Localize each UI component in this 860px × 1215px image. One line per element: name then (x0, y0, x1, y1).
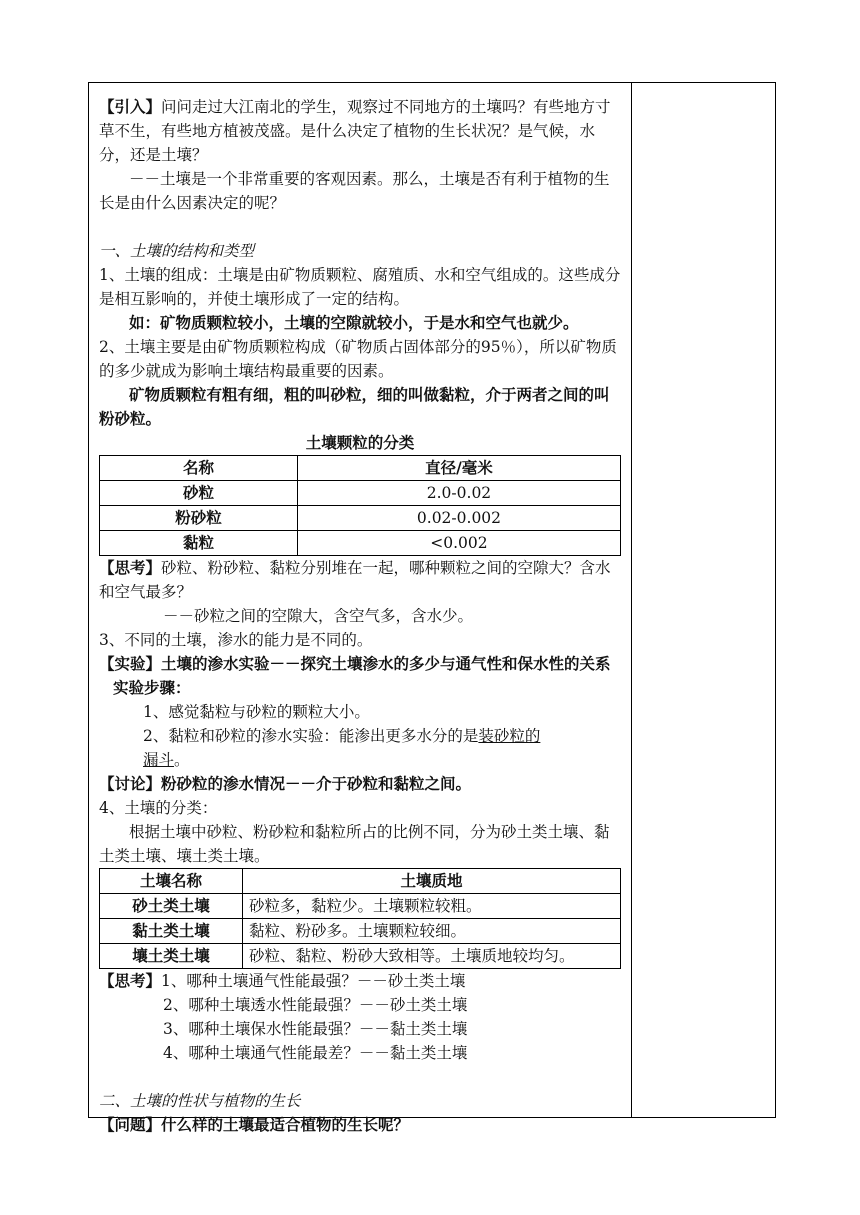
table-row (100, 506, 621, 531)
step2-answer-a: 装砂粒的 (478, 727, 541, 745)
section1-heading: 一、土壤的结构和类型 (99, 242, 255, 260)
table-row (100, 919, 621, 944)
table-cell: 砂土类土壤 (100, 894, 243, 919)
step2-text: 2、黏粒和砂粒的渗水实验：能渗出更多水分的是 (143, 727, 479, 745)
experiment-step1: 1、感觉黏粒与砂粒的颗粒大小。 (143, 703, 370, 721)
table-header: 土壤质地 (243, 869, 621, 894)
step2-end: 。 (174, 751, 190, 769)
think1-answer: －－砂粒之间的空隙大，含空气多，含水少。 (163, 607, 474, 625)
think2-q3: 3、哪种土壤保水性能最强？－－黏土类土壤 (163, 1020, 468, 1038)
experiment-title: 【实验】土壤的渗水实验－－探究土壤渗水的多少与通气性和保水性的关系 (99, 654, 611, 673)
think2-q4: 4、哪种土壤通气性能最差？－－黏土类土壤 (163, 1044, 468, 1062)
table-header-row (100, 869, 621, 894)
table-row (100, 481, 621, 506)
point4-title: 4、土壤的分类： (99, 799, 218, 817)
section1-point1: 1、土壤的组成：土壤是由矿物质颗粒、腐殖质、水和空气组成的。这些成分是相互影响的，并使土壤形成了一定的结构。 (99, 266, 621, 308)
intro-tag: 【引入】 (99, 97, 162, 116)
lesson-content (99, 95, 621, 1137)
table-cell: 黏粒 (100, 531, 298, 556)
table-cell: 壤土类土壤 (100, 944, 243, 969)
table-cell: <0.002 (297, 531, 620, 556)
intro-answer: －－土壤是一个非常重要的客观因素。那么，土壤是否有利于植物的生长是由什么因素决定的呢？ (99, 170, 610, 212)
table-row (100, 531, 621, 556)
table-header-row (100, 456, 621, 481)
think2-q1: 1、哪种土壤通气性能最强？－－砂土类土壤 (161, 972, 466, 990)
table-cell: 黏粒、粉砂多。土壤颗粒较细。 (243, 919, 621, 944)
section1-particles: 矿物质颗粒有粗有细，粗的叫砂粒，细的叫做黏粒，介于两者之间的叫粉砂粒。 (99, 385, 610, 428)
table-cell: 砂粒 (100, 481, 298, 506)
table-header: 名称 (100, 456, 298, 481)
experiment-step2 (99, 724, 621, 772)
think1-tag: 【思考】 (99, 558, 162, 577)
intro-paragraph (99, 95, 621, 167)
table-row (100, 894, 621, 919)
table-cell: 2.0-0.02 (297, 481, 620, 506)
intro-text: 问问走过大江南北的学生，观察过不同地方的土壤吗？有些地方寸草不生，有些地方植被茂盛。是什么决定了植物的生长状况？是气候，水分，还是土壤？ (99, 98, 611, 164)
section2-heading: 二、土壤的性状与植物的生长 (99, 1092, 301, 1110)
table-cell: 砂粒多，黏粒少。土壤颗粒较粗。 (243, 894, 621, 919)
table-header: 直径/毫米 (297, 456, 620, 481)
section1-point2: 2、土壤主要是由矿物质颗粒构成（矿物质占固体部分的95％），所以矿物质的多少就成为影响土壤结构最重要的因素。 (99, 338, 617, 380)
think2-q1-line (99, 969, 621, 993)
think1-paragraph (99, 556, 621, 604)
experiment-steps-label: 实验步骤： (113, 678, 191, 697)
discuss-paragraph: 【讨论】粉砂粒的渗水情况－－介于砂粒和黏粒之间。 (99, 774, 472, 793)
table-header: 土壤名称 (100, 869, 243, 894)
particle-table (99, 455, 621, 556)
section1-example: 如：矿物质颗粒较小，土壤的空隙就较小，于是水和空气也就少。 (129, 313, 579, 332)
think2-tag: 【思考】 (99, 971, 162, 990)
soil-type-table (99, 868, 621, 969)
table-row (100, 944, 621, 969)
lesson-table (88, 82, 776, 1134)
point4-text: 根据土壤中砂粒、粉砂粒和黏粒所占的比例不同，分为砂土类土壤、黏土类土壤、壤土类土壤。 (99, 823, 610, 865)
table1-title: 土壤颗粒的分类 (305, 433, 415, 452)
think2-q2: 2、哪种土壤透水性能最强？－－砂土类土壤 (163, 996, 468, 1014)
table-cell: 0.02-0.002 (297, 506, 620, 531)
column-divider (631, 83, 632, 1117)
step2-answer-b: 漏斗 (143, 751, 175, 769)
think1-text: 砂粒、粉砂粒、黏粒分别堆在一起，哪种颗粒之间的空隙大？含水和空气最多？ (99, 559, 611, 601)
table-cell: 黏土类土壤 (100, 919, 243, 944)
table-cell: 粉砂粒 (100, 506, 298, 531)
point3: 3、不同的土壤，渗水的能力是不同的。 (99, 631, 373, 649)
section2-question: 【问题】什么样的土壤最适合植物的生长呢？ (99, 1115, 410, 1134)
table-cell: 砂粒、黏粒、粉砂大致相等。土壤质地较均匀。 (243, 944, 621, 969)
